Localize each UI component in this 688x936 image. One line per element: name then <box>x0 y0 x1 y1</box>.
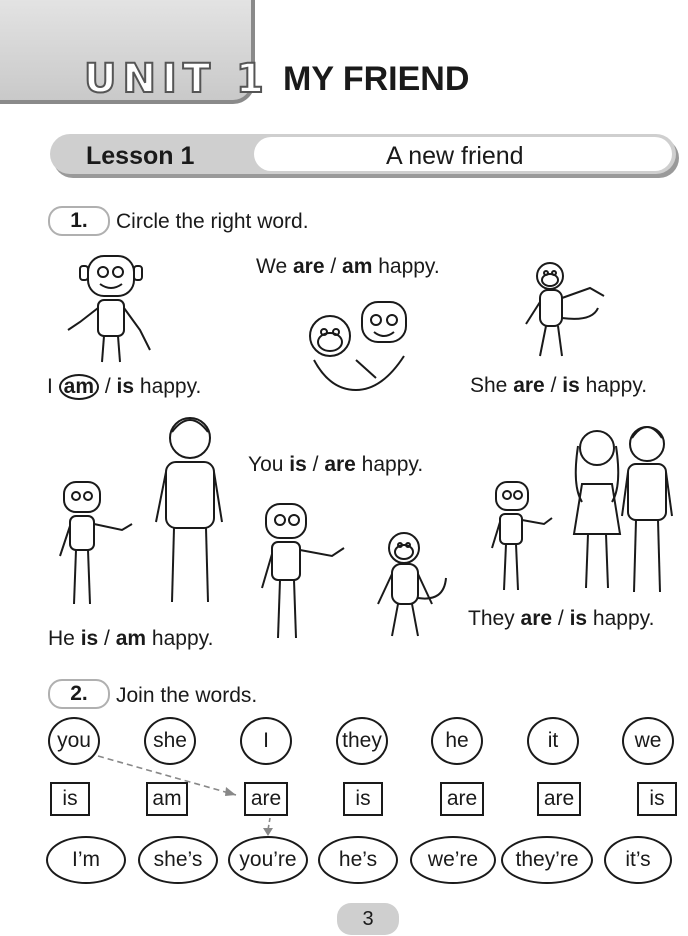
unit-label: UNIT 1 <box>84 56 270 102</box>
verb-box[interactable]: is <box>50 782 90 816</box>
pronoun-oval[interactable]: you <box>48 717 100 765</box>
option-1[interactable]: is <box>289 453 307 476</box>
option-1: am <box>63 375 95 398</box>
verb-box[interactable]: are <box>537 782 581 816</box>
exercise-1-instruction: Circle the right word. <box>116 210 309 233</box>
pronoun-oval[interactable]: I <box>240 717 292 765</box>
sentence-pre: He <box>48 627 81 650</box>
pronoun-oval[interactable]: it <box>527 717 579 765</box>
sentence-post: happy. <box>587 607 655 630</box>
contraction-oval[interactable]: it’s <box>604 836 672 884</box>
sentence-sep: / <box>306 453 325 476</box>
sentence-pre: I <box>47 375 59 398</box>
sentence-sep: / <box>98 627 116 650</box>
contraction-oval[interactable]: I’m <box>46 836 126 884</box>
exercise-2-instruction: Join the words. <box>116 684 258 707</box>
contraction-oval[interactable]: she’s <box>138 836 218 884</box>
sentence-pre: You <box>248 453 290 476</box>
contraction-oval[interactable]: you’re <box>228 836 308 884</box>
unit-title: MY FRIEND <box>283 60 470 98</box>
page-number: 3 <box>337 903 399 935</box>
sentence-post: happy. <box>146 627 214 650</box>
contraction-oval[interactable]: we’re <box>410 836 496 884</box>
exercise-1-number: 1. <box>48 206 110 236</box>
contraction-oval[interactable]: he’s <box>318 836 398 884</box>
lesson-number: Lesson 1 <box>86 142 195 170</box>
pronoun-oval[interactable]: she <box>144 717 196 765</box>
verb-box[interactable]: am <box>146 782 188 816</box>
option-1[interactable]: are <box>292 255 325 278</box>
option-1[interactable]: is <box>80 627 99 650</box>
option-1[interactable]: are <box>520 607 553 630</box>
lesson-name: A new friend <box>386 142 524 170</box>
sentence-sep: / <box>99 375 117 398</box>
sentence-post: happy. <box>372 255 440 278</box>
option-2[interactable]: is <box>562 374 580 397</box>
arrow-head <box>225 787 236 796</box>
option-1[interactable]: are <box>513 374 545 397</box>
option-2[interactable]: am <box>115 627 147 650</box>
sentence-pre: They <box>468 607 521 630</box>
pronoun-oval[interactable]: he <box>431 717 483 765</box>
pronoun-oval[interactable]: they <box>336 717 388 765</box>
contraction-oval[interactable]: they’re <box>501 836 593 884</box>
verb-box[interactable]: is <box>637 782 677 816</box>
sentence-sep: / <box>324 255 343 278</box>
sentence-pre: We <box>256 255 293 278</box>
sentence-post: happy. <box>579 374 648 397</box>
option-2[interactable]: are <box>324 453 356 476</box>
sentence-sep: / <box>544 374 563 397</box>
option-2[interactable]: is <box>569 607 588 630</box>
verb-box[interactable]: are <box>440 782 484 816</box>
verb-box[interactable]: are <box>244 782 288 816</box>
sentence-post: happy. <box>355 453 424 476</box>
option-2[interactable]: is <box>116 375 135 398</box>
option-2[interactable]: am <box>342 255 373 278</box>
sentence-pre: She <box>470 374 514 397</box>
verb-box[interactable]: is <box>343 782 383 816</box>
arrow-head <box>263 828 273 836</box>
pronoun-oval[interactable]: we <box>622 717 674 765</box>
exercise-2-number: 2. <box>48 679 110 709</box>
sentence-post: happy. <box>134 375 202 398</box>
sentence-sep: / <box>552 607 570 630</box>
